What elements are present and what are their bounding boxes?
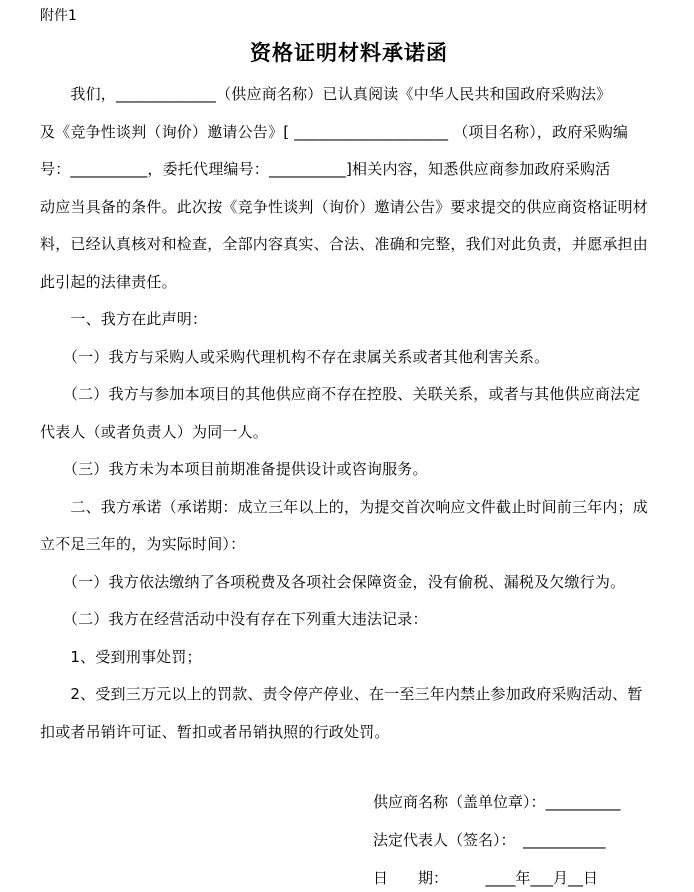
body-line: 号：__________，委托代理编号：__________]相关内容，知悉供应商参加政府采购活 xyxy=(40,160,611,178)
body-line: （二）我方在经营活动中没有存在下列重大违法记录： xyxy=(40,610,428,628)
body-line: 一、我方在此声明： xyxy=(40,310,208,328)
date-signature-line: 日 期： ____年___月__日 xyxy=(373,869,599,887)
body-line: 扣或者吊销许可证、暂扣或者吊销执照的行政处罚。 xyxy=(40,722,390,741)
body-line: 代表人（或者负责人）为同一人。 xyxy=(40,422,269,441)
attachment-label: 附件1 xyxy=(40,8,77,24)
body-line: （一）我方与采购人或采购代理机构不存在隶属关系或者其他利害关系。 xyxy=(40,347,550,366)
body-line: 我们，_____________（供应商名称）已认真阅读《中华人民共和国政府采购法》 xyxy=(40,85,612,103)
body-line: 2、受到三万元以上的罚款、责令停产停业、在一至三年内禁止参加政府采购活动、暂 xyxy=(40,685,643,703)
body-line: 二、我方承诺（承诺期：成立三年以上的，为提交首次响应文件截止时间前三年内；成 xyxy=(40,497,649,516)
legal-representative-signature-line: 法定代表人（签名）： ___________ xyxy=(373,831,606,849)
body-line: 立不足三年的，为实际时间）： xyxy=(40,535,246,553)
body-line: （三）我方未为本项目前期准备提供设计或咨询服务。 xyxy=(40,460,428,478)
body-line: 及《竞争性谈判（询价）邀请公告》[ ____________________ （项目名称），政府采购编 xyxy=(40,122,629,141)
body-line: （一）我方依法缴纳了各项税费及各项社会保障资金，没有偷税、漏税及欠缴行为。 xyxy=(40,572,626,591)
body-line: 料，已经认真核对和检查，全部内容真实、合法、准确和完整，我们对此负责，并愿承担由 xyxy=(40,235,649,253)
body-line: 动应当具备的条件。此次按《竞争性谈判（询价）邀请公告》要求提交的供应商资格证明材 xyxy=(40,197,649,216)
body-line: 此引起的法律责任。 xyxy=(40,272,177,291)
document-title: 资格证明材料承诺函 xyxy=(250,41,448,65)
supplier-name-signature-line: 供应商名称（盖单位章）：__________ xyxy=(373,793,621,811)
document-body xyxy=(40,76,658,751)
signature-block xyxy=(373,783,658,892)
body-line: （二）我方与参加本项目的其他供应商不存在控股、关联关系，或者与其他供应商法定 xyxy=(40,385,641,403)
body-line: 1、受到刑事处罚； xyxy=(40,647,202,666)
